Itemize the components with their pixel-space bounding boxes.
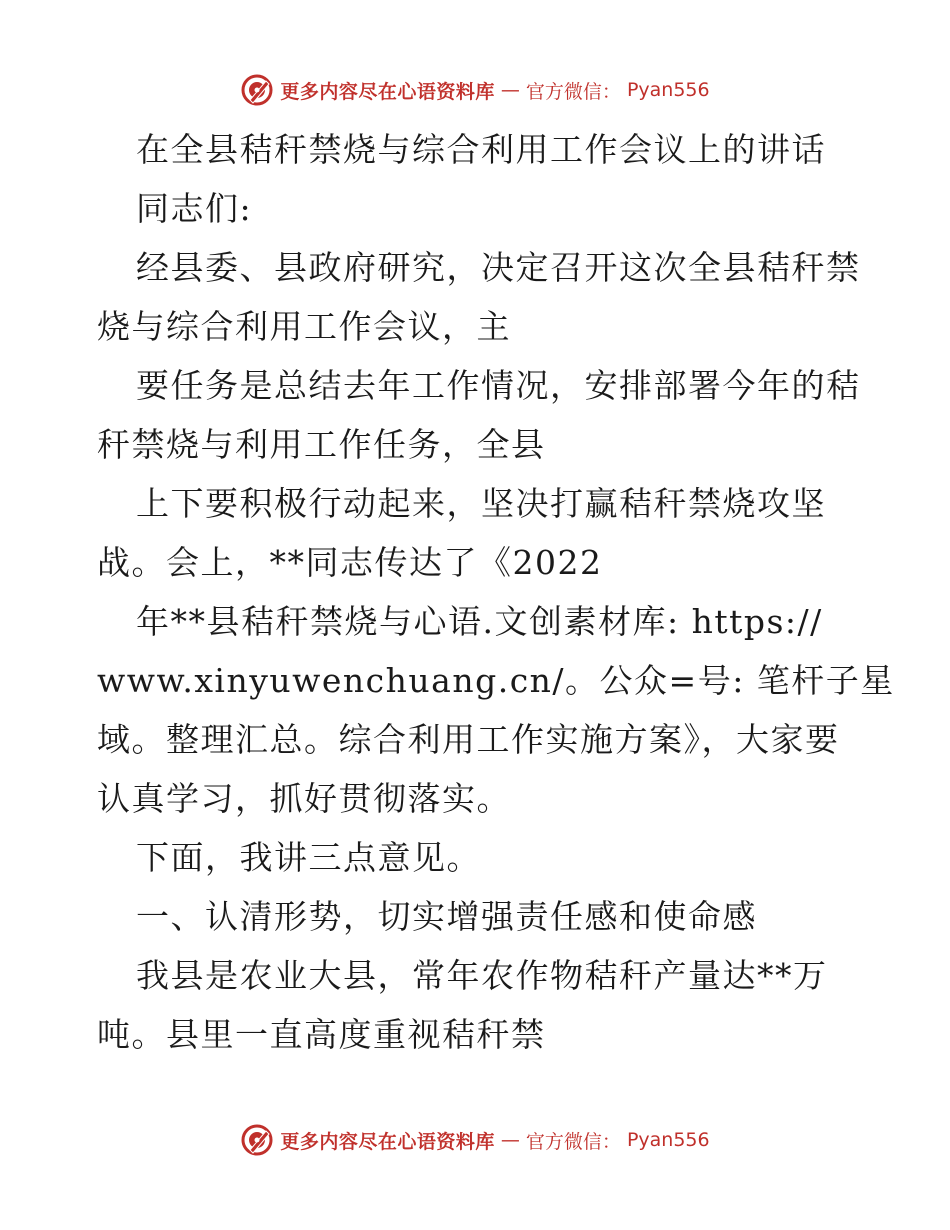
banner-separator: — xyxy=(500,79,520,101)
document-title: 在全县秸秆禁烧与综合利用工作会议上的讲话 xyxy=(136,130,826,169)
banner-separator: — xyxy=(500,1129,520,1151)
text-line: 我县是农业大县，常年农作物秸秆产量达**万 xyxy=(136,956,828,995)
text-line: 吨。县里一直高度重视秸秆禁 xyxy=(97,1015,546,1054)
banner-wechat-id: Pyan556 xyxy=(626,1129,710,1151)
document-body xyxy=(97,120,895,1064)
text-line: 经县委、县政府研究，决定召开这次全县秸秆禁 xyxy=(136,248,861,287)
text-line: 秆禁烧与利用工作任务，全县 xyxy=(97,425,546,464)
pen-logo-icon xyxy=(240,73,274,107)
footer-banner xyxy=(0,1120,950,1160)
pen-logo-icon xyxy=(240,1123,274,1157)
text-line: 烧与综合利用工作会议，主 xyxy=(97,307,511,346)
text-line: 上下要积极行动起来，坚决打赢秸秆禁烧攻坚 xyxy=(136,484,826,523)
header-banner xyxy=(0,70,950,110)
text-line: www.xinyuwenchuang.cn/。公众=号: 笔杆子星 xyxy=(97,661,895,700)
text-line: 年**县秸秆禁烧与心语.文创素材库: https:// xyxy=(136,602,823,641)
text-line: 下面，我讲三点意见。 xyxy=(136,838,481,877)
banner-site-text: 更多内容尽在心语资料库 xyxy=(280,80,495,103)
banner-wechat-label: 官方微信： xyxy=(525,80,621,103)
banner-wechat-label: 官方微信： xyxy=(525,1130,621,1153)
text-line: 同志们: xyxy=(136,189,253,228)
section-heading: 一、认清形势，切实增强责任感和使命感 xyxy=(136,897,757,936)
text-line: 认真学习，抓好贯彻落实。 xyxy=(97,779,511,818)
text-line: 域。整理汇总。综合利用工作实施方案》，大家要 xyxy=(97,720,840,759)
banner-wechat-id: Pyan556 xyxy=(626,79,710,101)
banner-site-text: 更多内容尽在心语资料库 xyxy=(280,1130,495,1153)
text-line: 战。会上，**同志传达了《2022 xyxy=(97,543,603,582)
text-line: 要任务是总结去年工作情况，安排部署今年的秸 xyxy=(136,366,861,405)
